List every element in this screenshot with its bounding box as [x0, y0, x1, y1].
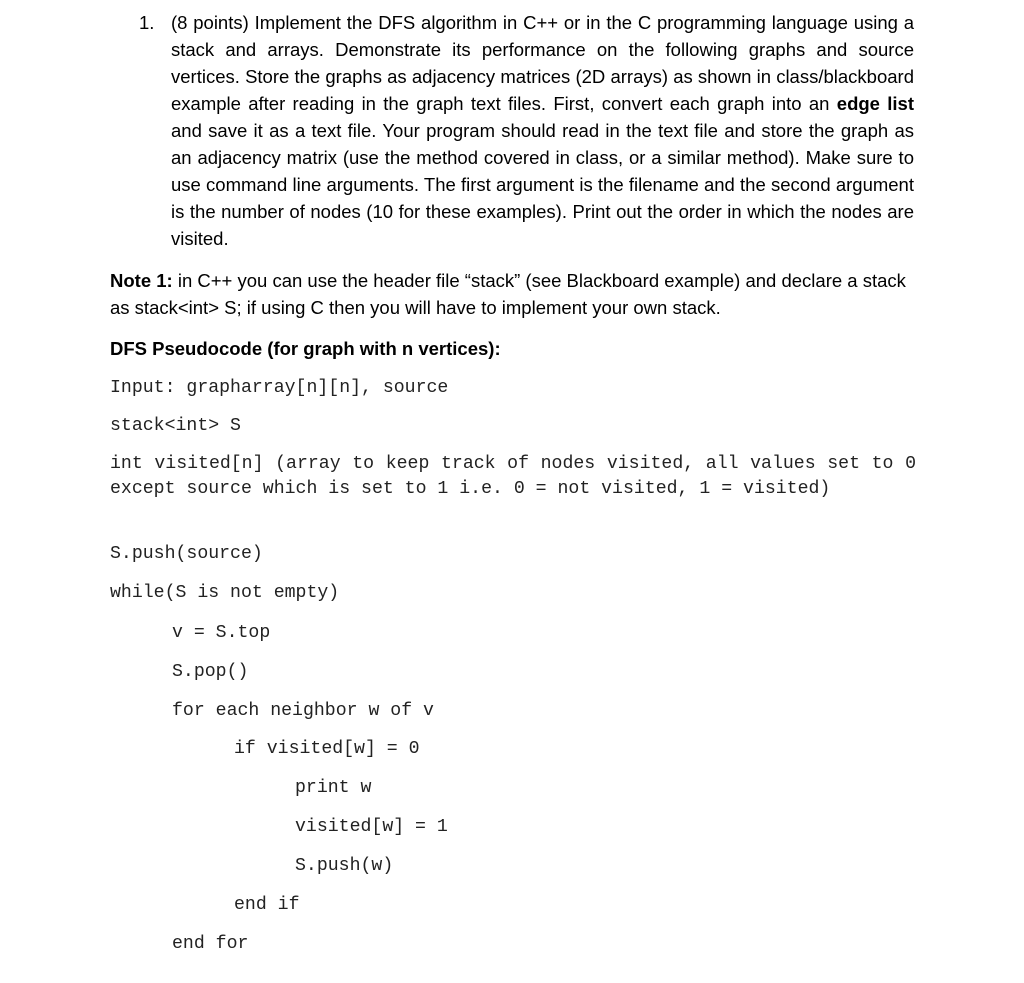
code-for-each-line: for each neighbor w of v [172, 701, 434, 721]
question-1 [139, 9, 914, 252]
question-text [171, 9, 914, 252]
pseudocode-heading: DFS Pseudocode (for graph with n vertices): [110, 338, 501, 359]
code-if-visited-line: if visited[w] = 0 [234, 739, 420, 759]
code-v-top-line: v = S.top [172, 623, 271, 643]
code-set-visited-line: visited[w] = 1 [295, 817, 448, 837]
note-1 [110, 267, 916, 321]
question-intro: (8 points) Implement the DFS algorithm in C++ or in the C programming language using a stack and arrays. Demonstrate its performance on the following graphs and source vertices. Store the graphs as adjacency matrices (2D arrays) as shown in class/blackboard example after reading in the graph text files. First, convert each graph into an [171, 12, 914, 114]
code-push-w-line: S.push(w) [295, 856, 394, 876]
question-rest: and save it as a text file. Your program should read in the text file and store the graph as an adjacency matrix (use the method covered in class, or a similar method). Make sure to use command line arguments. The first argument is the filename and the second argument is the number of nodes (10 for these examples). Print out the order in which the nodes are visited. [171, 120, 914, 249]
code-input-line: Input: grapharray[n][n], source [110, 378, 449, 398]
note-label: Note 1: [110, 270, 173, 291]
code-push-source-line: S.push(source) [110, 544, 263, 564]
note-text: in C++ you can use the header file “stack” (see Blackboard example) and declare a stack as stack<int> S; if using C then you will have to implement your own stack. [110, 270, 906, 318]
question-number: 1. [139, 12, 155, 33]
code-stack-line: stack<int> S [110, 416, 241, 436]
code-while-line: while(S is not empty) [110, 583, 340, 603]
code-end-if-line: end if [234, 895, 300, 915]
code-end-for-line: end for [172, 934, 249, 954]
question-bold-term: edge list [836, 93, 914, 114]
code-visited-line: int visited[n] (array to keep track of nodes visited, all values set to 0 except source which is set to 1 i.e. 0 = not visited, 1 = visited) [110, 454, 916, 499]
code-pop-line: S.pop() [172, 662, 249, 682]
code-print-w-line: print w [295, 778, 372, 798]
